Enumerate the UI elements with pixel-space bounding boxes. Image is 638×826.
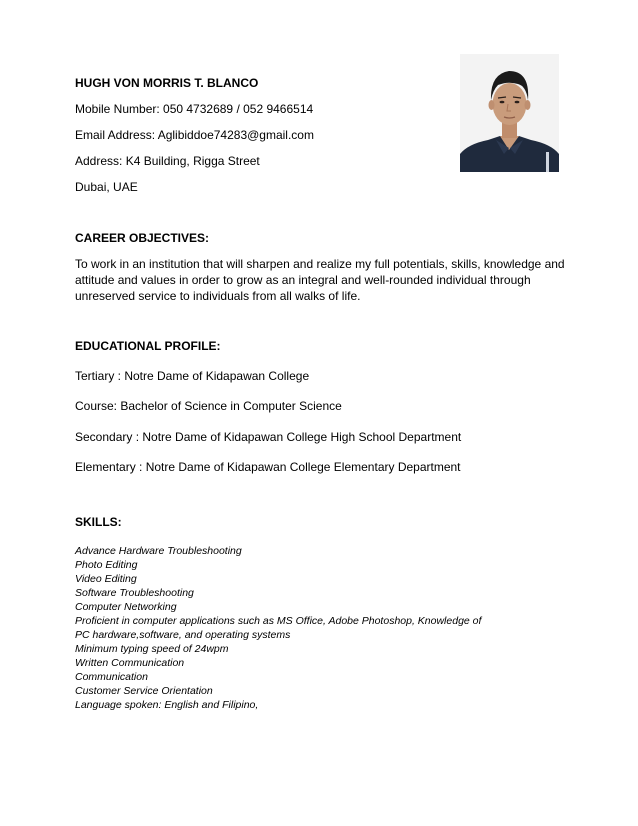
skill-item: Photo Editing [75, 559, 138, 571]
profile-photo [460, 54, 559, 172]
skill-item: Computer Networking [75, 601, 177, 613]
tertiary-education: Tertiary : Notre Dame of Kidapawan College [75, 369, 310, 383]
skill-item: Written Communication [75, 657, 185, 669]
secondary-education: Secondary : Notre Dame of Kidapawan College High School Department [75, 430, 462, 444]
street-address: Address: K4 Building, Rigga Street [75, 154, 260, 168]
skill-item: Proficient in computer applications such as MS Office, Adobe Photoshop, Knowledge of [75, 615, 482, 627]
skills-list [75, 544, 555, 712]
course: Course: Bachelor of Science in Computer Science [75, 399, 342, 413]
educational-profile-heading: EDUCATIONAL PROFILE: [75, 339, 221, 353]
skill-item: PC hardware,software, and operating systems [75, 629, 291, 641]
skill-item: Video Editing [75, 573, 137, 585]
skill-item: Customer Service Orientation [75, 685, 213, 697]
mobile-number: Mobile Number: 050 4732689 / 052 9466514 [75, 102, 314, 116]
career-objectives-text [75, 256, 565, 304]
career-line: attitude and values in order to grow as an integral and well-rounded individual through [75, 273, 531, 287]
email-address: Email Address: Aglibiddoe74283@gmail.com [75, 128, 314, 142]
skill-item: Communication [75, 671, 148, 683]
career-line: To work in an institution that will sharpen and realize my full potentials, skills, knowledge and [75, 257, 565, 271]
skill-item: Advance Hardware Troubleshooting [75, 545, 242, 557]
skill-item: Language spoken: English and Filipino, [75, 699, 259, 711]
skills-heading: SKILLS: [75, 515, 122, 529]
career-objectives-heading: CAREER OBJECTIVES: [75, 231, 210, 245]
career-line: unreserved service to individuals from all walks of life. [75, 289, 361, 303]
skill-item: Minimum typing speed of 24wpm [75, 643, 229, 655]
applicant-name: HUGH VON MORRIS T. BLANCO [75, 76, 259, 90]
city-address: Dubai, UAE [75, 180, 138, 194]
elementary-education: Elementary : Notre Dame of Kidapawan College Elementary Department [75, 460, 461, 474]
skill-item: Software Troubleshooting [75, 587, 194, 599]
